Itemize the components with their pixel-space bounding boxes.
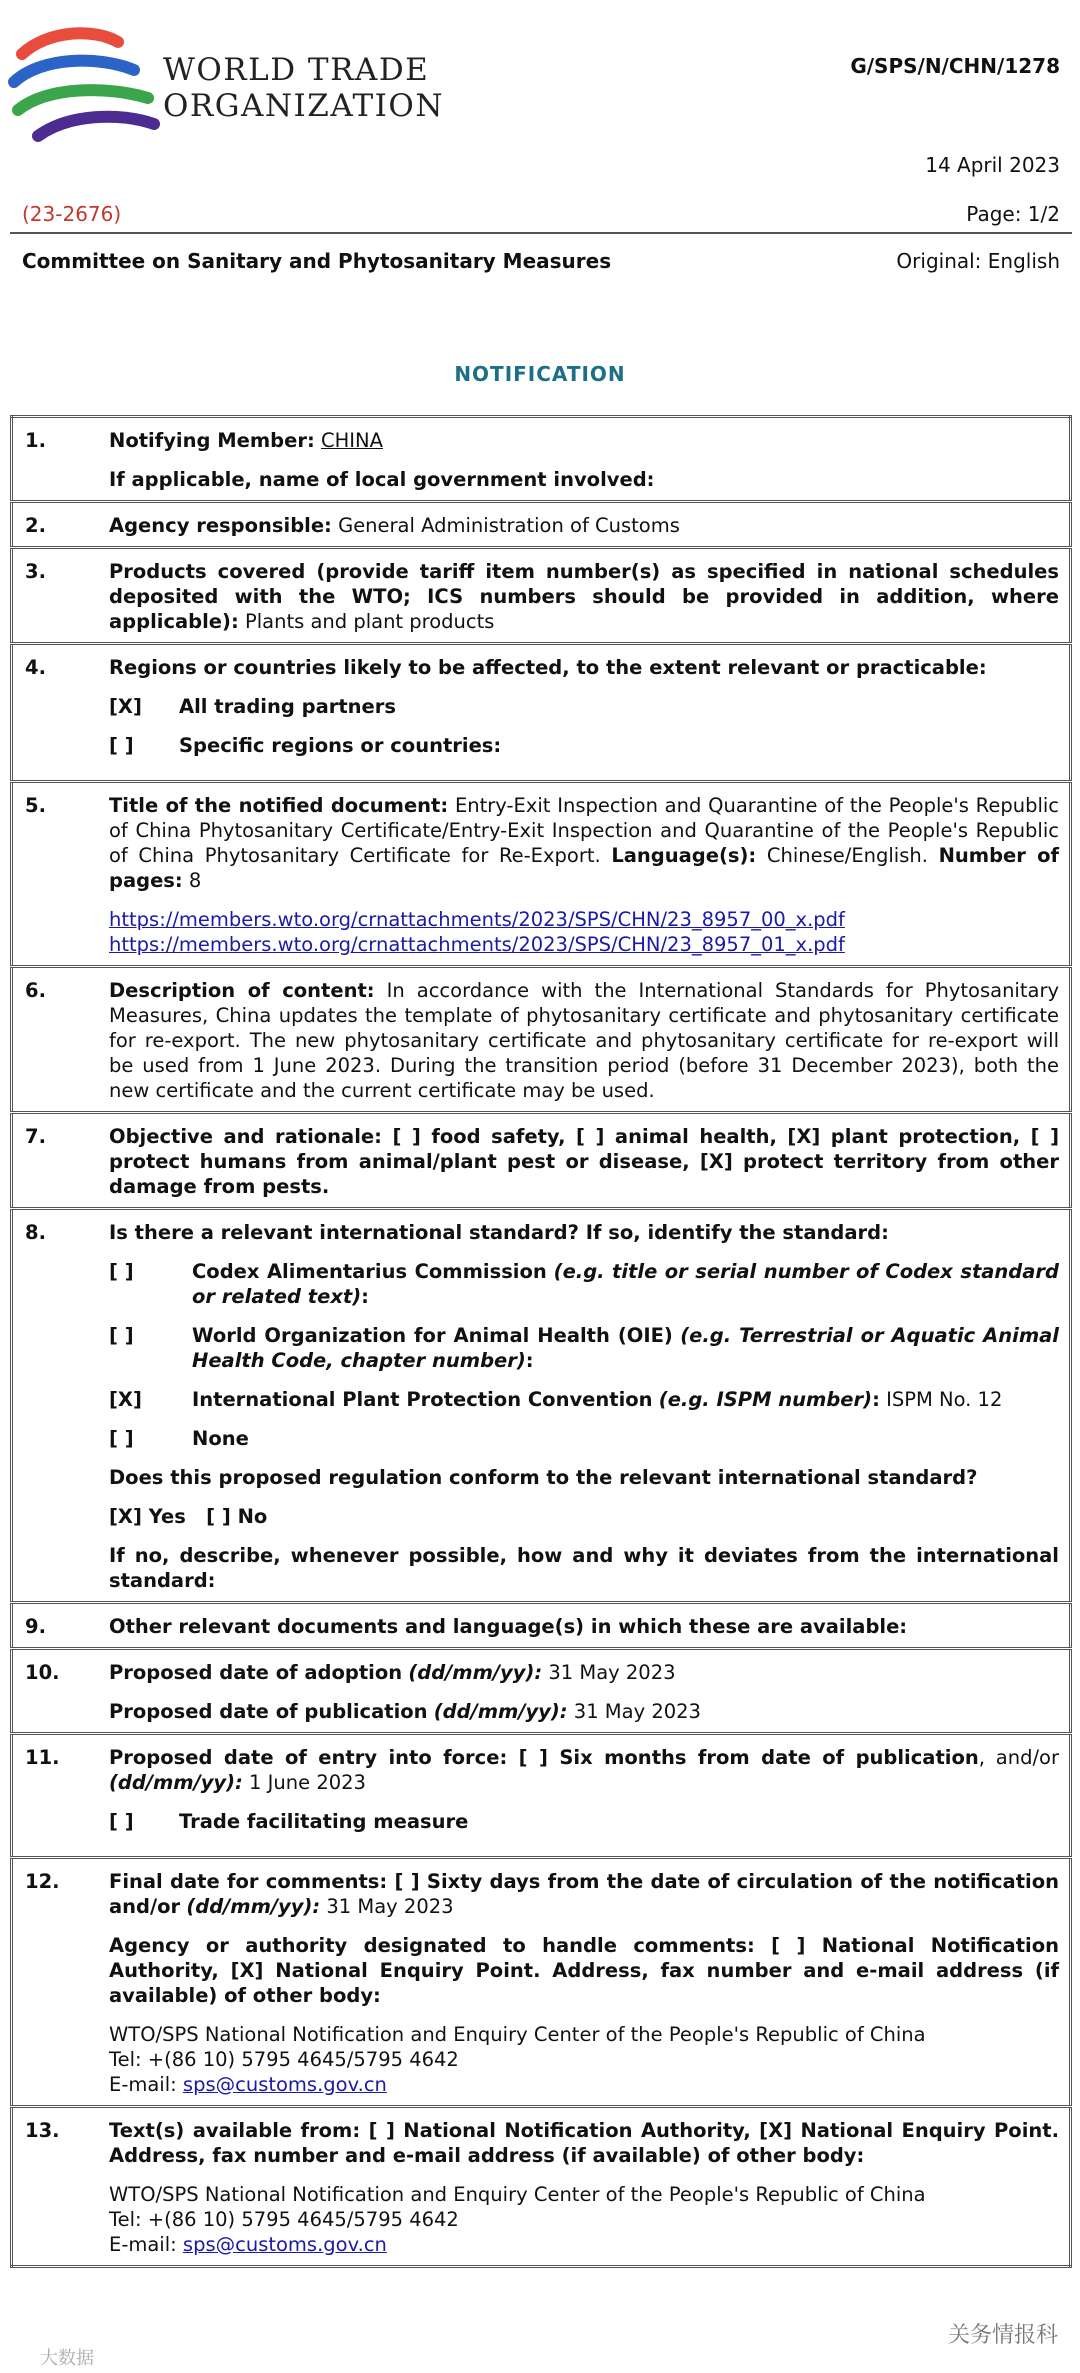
notification-table — [10, 415, 1072, 2268]
item-number: 6. — [12, 967, 110, 1113]
item-12 — [12, 1858, 1071, 2107]
checkbox-oie: [ ] — [109, 1324, 134, 1347]
document-date: 14 April 2023 — [925, 153, 1060, 177]
conform-answer: [X] Yes [ ] No — [109, 1505, 268, 1528]
attachment-link-2[interactable]: https://members.wto.org/crnattachments/2023/SPS/CHN/23_8957_01_x.pdf — [109, 933, 845, 956]
item-5 — [12, 782, 1071, 967]
pages-value: 8 — [188, 869, 202, 892]
publication-date: 31 May 2023 — [573, 1700, 701, 1723]
adoption-date: 31 May 2023 — [548, 1661, 676, 1684]
email-link[interactable]: sps@customs.gov.cn — [182, 2233, 387, 2256]
notifying-member-value: CHINA — [320, 429, 383, 452]
date-format-hint: (dd/mm/yy): — [109, 1771, 243, 1794]
local-government-label: If applicable, name of local government involved: — [109, 468, 655, 491]
products-label: Products covered (provide tariff item number(s) as specified in national schedules deposited with the WTO; ICS numbers should be provided in addition, where applicable): — [109, 560, 1059, 633]
agency-value: General Administration of Customs — [338, 514, 680, 537]
wto-logo — [8, 26, 160, 156]
item-number: 10. — [12, 1649, 110, 1734]
watermark-right: 关务情报科 — [947, 2323, 1058, 2348]
publication-label: Proposed date of publication — [109, 1700, 428, 1723]
checkbox-all-partners: [X] — [109, 695, 142, 718]
title-label: Title of the notified document: — [109, 794, 449, 817]
title-value: Entry-Exit Inspection and Quarantine of the People's Republic of China Phytosanitary Certificate/Entry-Exit Inspection and Quarantine of the People's Republic of China Phytosanitary Certificate for Re-Export. — [109, 794, 1060, 867]
item-7 — [12, 1113, 1071, 1209]
regions-label: Regions or countries likely to be affected, to the extent relevant or practicable: — [109, 656, 987, 679]
item-2 — [12, 502, 1071, 548]
comments-agency-label: Agency or authority designated to handle comments: [ ] National Notification Authority, [X] National Enquiry Point. Address, fax number and e-mail address (if available) of other body: — [109, 1934, 1059, 2007]
item-10 — [12, 1649, 1071, 1734]
standard-label: Is there a relevant international standard? If so, identify the standard: — [109, 1221, 889, 1244]
ippc-value: ISPM No. 12 — [886, 1388, 1003, 1411]
enquiry-center-tel: Tel: +(86 10) 5795 4645/5795 4642 — [109, 2048, 459, 2071]
pages-label: Number of pages: — [109, 844, 1059, 892]
description-label: Description of content: — [109, 979, 375, 1002]
item-number: 9. — [12, 1603, 110, 1649]
comments-deadline-label: Final date for comments: [ ] Sixty days from the date of circulation of the notification and/or — [109, 1870, 1059, 1918]
ippc-label: International Plant Protection Convention — [192, 1388, 653, 1411]
checkbox-trade-facilitating: [ ] — [109, 1810, 134, 1833]
conform-question: Does this proposed regulation conform to the relevant international standard? — [109, 1466, 978, 1489]
item-number: 4. — [12, 644, 110, 782]
entry-into-force-date: 1 June 2023 — [249, 1771, 366, 1794]
org-name-line2: ORGANIZATION — [163, 88, 444, 124]
language-label: Language(s): — [611, 844, 757, 867]
attachment-link-1[interactable]: https://members.wto.org/crnattachments/2023/SPS/CHN/23_8957_00_x.pdf — [109, 908, 845, 931]
date-format-hint: (dd/mm/yy): — [433, 1700, 568, 1723]
oie-hint: (e.g. Terrestrial or Aquatic Animal Health Code, chapter number) — [192, 1324, 1059, 1372]
deviation-label: If no, describe, whenever possible, how and why it deviates from the international standard: — [109, 1544, 1059, 1592]
checkbox-ippc: [X] — [109, 1388, 142, 1411]
email-label: E-mail: — [109, 2233, 177, 2256]
option-all-partners: All trading partners — [179, 695, 397, 718]
committee-name: Committee on Sanitary and Phytosanitary Measures — [22, 249, 612, 273]
page-title: NOTIFICATION — [454, 362, 626, 386]
enquiry-center-name: WTO/SPS National Notification and Enquiry Center of the People's Republic of China — [109, 2183, 926, 2206]
email-label: E-mail: — [109, 2073, 177, 2096]
item-number: 2. — [12, 502, 110, 548]
enquiry-center-name: WTO/SPS National Notification and Enquiry Center of the People's Republic of China — [109, 2023, 926, 2046]
item-number: 11. — [12, 1734, 110, 1858]
item-8: 8. Is there a relevant international standard? If so, identify the standard: [ ] Codex Alimentarius Commission (e.g. title or serial number of Codex standard or related text): [ ] World Organization for Animal Health (OIE) (e.g. Terrestrial or Aquatic Animal Health Code, chapter number): [X] International Plant Protection Convention (e.g. ISPM number): ISPM No. 12 [ ] None Does this proposed regulation conform to the relevant international standard? [X] Yes [ ] No If no, describe, whenever possible, how and why it deviates from the international standard: — [12, 1209, 1071, 1603]
item-4 — [12, 644, 1071, 782]
item-number: 3. — [12, 548, 110, 644]
entry-into-force-label: Proposed date of entry into force: [ ] Six months from date of publication — [109, 1746, 979, 1769]
notifying-member-label: Notifying Member: — [109, 429, 315, 452]
language-value: Chinese/English. — [766, 844, 928, 867]
item-13 — [12, 2107, 1071, 2267]
item-number: 5. — [12, 782, 110, 967]
reference-number: (23-2676) — [22, 202, 122, 226]
enquiry-center-tel: Tel: +(86 10) 5795 4645/5795 4642 — [109, 2208, 459, 2231]
codex-hint: (e.g. title or serial number of Codex standard or related text) — [192, 1260, 1059, 1308]
item-number: 1. — [25, 429, 46, 452]
adoption-label: Proposed date of adoption — [109, 1661, 403, 1684]
item-number: 7. — [12, 1113, 110, 1209]
objective-rationale: Objective and rationale: [ ] food safety, [ ] animal health, [X] plant protection, [ ] protect humans from animal/plant pest or disease, [X] protect territory from other damage from pests. — [109, 1125, 1059, 1198]
original-language: Original: English — [896, 249, 1060, 273]
description-value: In accordance with the International Standards for Phytosanitary Measures, China updates the template of phytosanitary certificate and phytosanitary certificate for re-export. The new phytosanitary certificate and phytosanitary certificate for re-export will be used from 1 June 2023. During the transition period (before 31 December 2023), both the new certificate and the current certificate may be used. — [109, 979, 1060, 1102]
page-indicator: Page: 1/2 — [966, 202, 1060, 226]
other-documents-label: Other relevant documents and language(s) in which these are available: — [109, 1615, 908, 1638]
item-6 — [12, 967, 1071, 1113]
text-available-label: Text(s) available from: [ ] National Notification Authority, [X] National Enquiry Point. Address, fax number and e-mail address (if available) of other body: — [109, 2119, 1059, 2167]
item-number: 8. — [12, 1209, 110, 1603]
checkbox-none: [ ] — [109, 1427, 134, 1450]
checkbox-codex: [ ] — [109, 1260, 134, 1283]
item-number: 13. — [12, 2107, 110, 2267]
org-name-line1: WORLD TRADE — [163, 52, 430, 88]
trade-facilitating-label: Trade facilitating measure — [179, 1810, 469, 1833]
oie-label: World Organization for Animal Health (OIE) — [192, 1324, 673, 1347]
item-3 — [12, 548, 1071, 644]
codex-label: Codex Alimentarius Commission — [192, 1260, 547, 1283]
and-or-text: , and/or — [978, 1746, 1059, 1769]
option-none: None — [192, 1427, 249, 1450]
item-1 — [12, 417, 1071, 502]
date-format-hint: (dd/mm/yy): — [186, 1895, 321, 1918]
item-number: 12. — [12, 1858, 110, 2107]
comments-deadline-date: 31 May 2023 — [326, 1895, 454, 1918]
document-symbol: G/SPS/N/CHN/1278 — [850, 54, 1060, 78]
item-11 — [12, 1734, 1071, 1858]
products-value: Plants and plant products — [244, 610, 495, 633]
option-specific-regions: Specific regions or countries: — [179, 734, 502, 757]
email-link[interactable]: sps@customs.gov.cn — [182, 2073, 387, 2096]
watermark-left: 大数据 — [40, 2348, 94, 2369]
item-9 — [12, 1603, 1071, 1649]
ippc-hint: (e.g. ISPM number) — [658, 1388, 873, 1411]
checkbox-specific-regions: [ ] — [109, 734, 134, 757]
header-divider — [10, 232, 1072, 234]
date-format-hint: (dd/mm/yy): — [408, 1661, 543, 1684]
agency-label: Agency responsible: — [109, 514, 332, 537]
